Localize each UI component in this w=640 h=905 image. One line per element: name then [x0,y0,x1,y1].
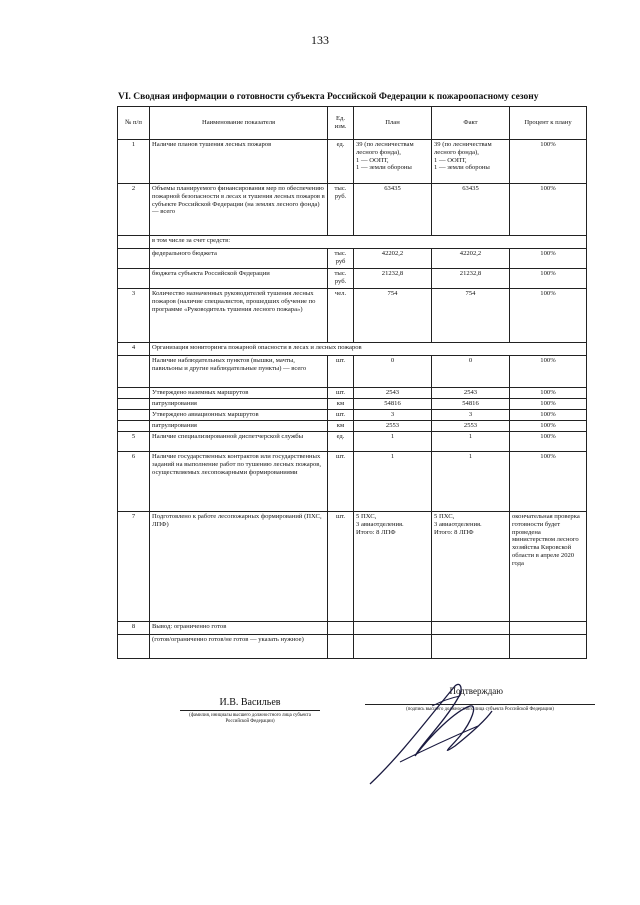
row-plan: 2543 [354,388,432,399]
row-fact: 1 [432,432,510,452]
row-percent: 100% [510,249,587,269]
row-unit: чел. [328,289,354,343]
table-row [118,410,587,421]
header-plan: План [354,107,432,140]
row-number [118,421,150,432]
readiness-table [117,106,587,659]
row-fact: 3 [432,410,510,421]
section-title: VI. Сводная информации о готовности субъекта Российской Федерации к пожароопасному сезону [118,92,539,102]
header-fact: Факт [432,107,510,140]
row-number: 3 [118,289,150,343]
row-unit: шт. [328,452,354,512]
official-name-caption: (фамилия, инициалы высшего должностного лица субъекта Российской Федерации) [189,713,311,724]
table-row [118,343,587,356]
row-plan: 54816 [354,399,432,410]
signature-line [180,710,320,711]
table-row [118,269,587,289]
row-plan [354,622,432,635]
header-percent: Процент к плану [510,107,587,140]
table-row [118,249,587,269]
row-fact: 5 ПХС, 3 авиаотделения. Итого: 8 ЛПФ [432,512,510,622]
row-unit [328,635,354,659]
row-percent: 100% [510,388,587,399]
table-row [118,140,587,184]
row-plan: 39 (по лесничествам лесного фонда), 1 — ООПТ, 1 — земли обороны [354,140,432,184]
row-percent: 100% [510,140,587,184]
row-plan [354,635,432,659]
row-fact: 42202,2 [432,249,510,269]
row-number [118,269,150,289]
row-fact: 754 [432,289,510,343]
row-number: 2 [118,184,150,236]
row-indicator: Количество назначенных руководителей тушения лесных пожаров (наличие специалистов, прошедших обучение по программе «Руководитель тушения лесного пожара») [150,289,328,343]
row-number: 8 [118,622,150,635]
row-fact: 21232,8 [432,269,510,289]
row-number [118,635,150,659]
row-fact: 1 [432,452,510,512]
row-indicator: Подготовлено к работе лесопожарных формирований (ПХС, ЛПФ) [150,512,328,622]
table-header-row [118,107,587,140]
row-unit: ед. [328,432,354,452]
row-fact [432,635,510,659]
row-indicator: бюджета субъекта Российской Федерации [150,269,328,289]
row-fact: 39 (по лесничествам лесного фонда), 1 — ООПТ, 1 — земли обороны [432,140,510,184]
table-row [118,356,587,388]
signature-caption: (подпись высшего должностного лица субъекта Российской Федерации) [406,707,554,712]
table-row [118,421,587,432]
row-indicator: Наличие планов тушения лесных пожаров [150,140,328,184]
signature-block-left [180,697,320,725]
row-unit: тыс. руб [328,249,354,269]
row-percent: 100% [510,184,587,236]
row-unit: шт. [328,410,354,421]
row-percent: 100% [510,356,587,388]
table-row [118,622,587,635]
table-row [118,388,587,399]
row-unit: тыс. руб. [328,269,354,289]
row-plan: 3 [354,410,432,421]
row-percent [510,622,587,635]
page-number: 133 [311,33,329,47]
official-name: И.В. Васильев [219,697,281,708]
row-plan: 1 [354,452,432,512]
row-plan: 21232,8 [354,269,432,289]
row-fact: 54816 [432,399,510,410]
row-plan: 754 [354,289,432,343]
header-unit: Ед. изм. [328,107,354,140]
row-unit: шт. [328,512,354,622]
row-indicator: федерального бюджета [150,249,328,269]
row-indicator: Наличие специализированной диспетчерской службы [150,432,328,452]
row-indicator: Наличие наблюдательных пунктов (вышки, мачты, павильоны и другие наблюдательные пункты) — всего [150,356,328,388]
row-fact: 0 [432,356,510,388]
row-plan: 63435 [354,184,432,236]
row-percent: 100% [510,421,587,432]
table-row [118,399,587,410]
row-fact: 63435 [432,184,510,236]
table-row [118,635,587,659]
row-unit [328,622,354,635]
row-plan: 2553 [354,421,432,432]
row-indicator: Утверждено авиационных маршрутов [150,410,328,421]
row-unit: км [328,399,354,410]
row-number [118,356,150,388]
row-unit: шт. [328,356,354,388]
row-number [118,236,150,249]
table-row [118,236,587,249]
row-unit: тыс. руб. [328,184,354,236]
row-indicator: Наличие государственных контрактов или государственных заданий на выполнение работ по тушению лесных пожаров, осуществляемых лесопожарными формированиями [150,452,328,512]
row-indicator: (готов/ограниченно готов/не готов — указать нужное) [150,635,328,659]
table-row [118,184,587,236]
row-percent: 100% [510,410,587,421]
handwritten-signature-icon [360,676,500,791]
table-row [118,452,587,512]
row-plan: 1 [354,432,432,452]
row-unit: ед. [328,140,354,184]
row-unit: шт. [328,388,354,399]
row-number: 1 [118,140,150,184]
row-percent: 100% [510,399,587,410]
row-number [118,410,150,421]
row-indicator: патрулирования [150,399,328,410]
row-number: 6 [118,452,150,512]
table-row [118,432,587,452]
row-number [118,388,150,399]
row-percent [510,635,587,659]
row-number [118,249,150,269]
row-fact [432,622,510,635]
approve-label: Подтверждаю [449,686,503,696]
row-indicator: патрулирования [150,421,328,432]
row-number: 4 [118,343,150,356]
row-number: 5 [118,432,150,452]
row-fact: 2543 [432,388,510,399]
row-unit: км [328,421,354,432]
header-number: № п/п [118,107,150,140]
row-subheading: в том числе за счет средств: [150,236,587,249]
row-number: 7 [118,512,150,622]
row-percent: окончательная проверка готовности будет проведена министерством лесного хозяйства Кировской области в апреле 2020 года [510,512,587,622]
row-fact: 2553 [432,421,510,432]
row-plan: 0 [354,356,432,388]
row-percent: 100% [510,289,587,343]
row-plan: 5 ПХС, 3 авиаотделения. Итого: 8 ЛПФ [354,512,432,622]
row-number [118,399,150,410]
row-indicator: Объемы планируемого финансирования мер по обеспечению пожарной безопасности в лесах и тушения лесных пожаров в субъекте Российской Федерации (на землях лесного фонда) — всего [150,184,328,236]
row-percent: 100% [510,452,587,512]
row-percent: 100% [510,269,587,289]
header-indicator: Наименование показателя [150,107,328,140]
row-percent: 100% [510,432,587,452]
row-indicator: Утверждено наземных маршрутов [150,388,328,399]
row-plan: 42202,2 [354,249,432,269]
table-row [118,289,587,343]
row-indicator: Вывод: ограниченно готов [150,622,328,635]
row-subheading: Организация мониторинга пожарной опасности в лесах и лесных пожаров [150,343,587,356]
table-row [118,512,587,622]
